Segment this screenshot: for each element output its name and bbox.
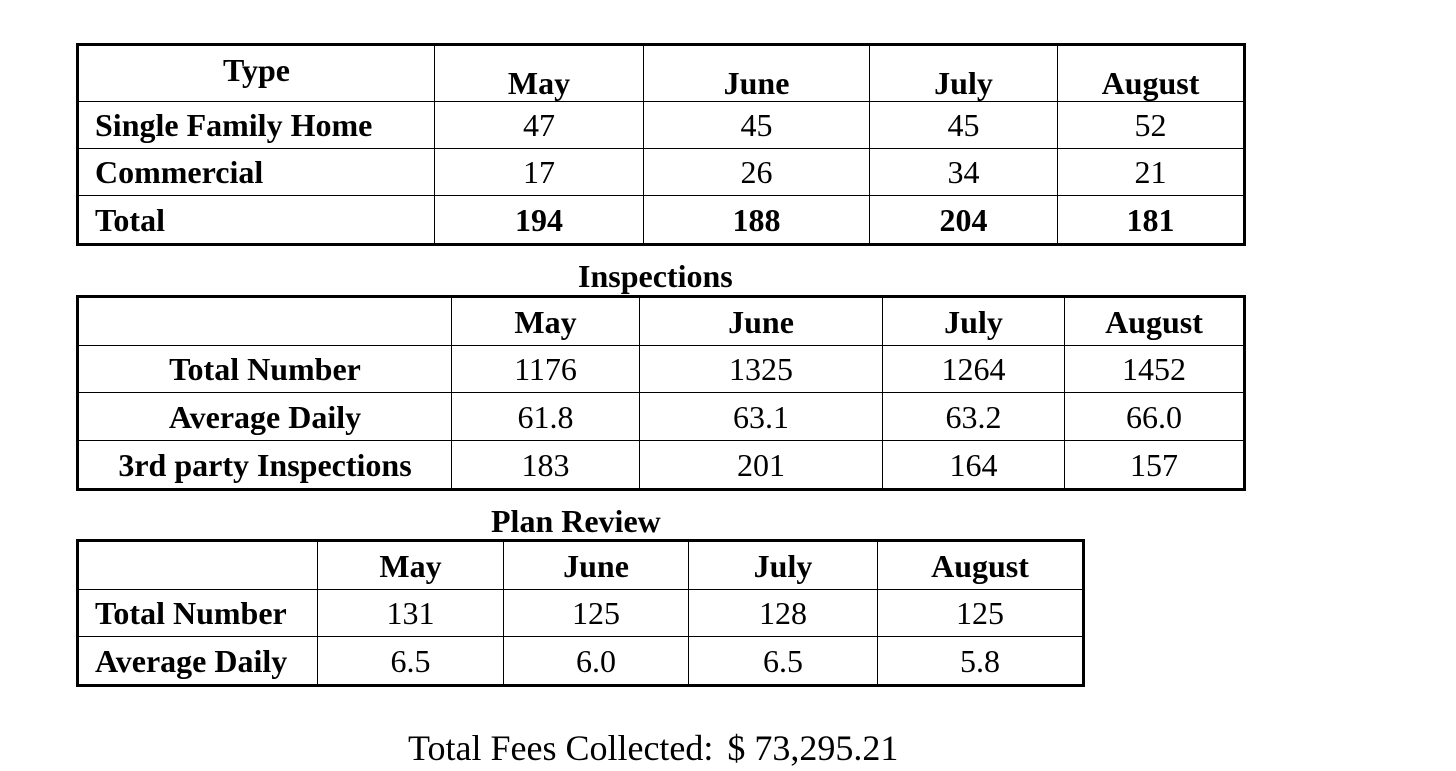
column-header-august: August — [878, 541, 1084, 590]
table-cell: 21 — [1058, 149, 1245, 196]
table-cell: 45 — [644, 102, 870, 149]
row-label: Total Number — [78, 346, 452, 393]
total-fees-line — [408, 730, 898, 766]
column-header-type: Type — [78, 45, 435, 102]
table-cell: 6.0 — [504, 637, 689, 686]
table-cell: 125 — [878, 590, 1084, 637]
table-cell: 1176 — [452, 346, 640, 393]
table-cell: 201 — [640, 441, 883, 490]
table-row — [78, 102, 1245, 149]
table-cell: 63.1 — [640, 393, 883, 441]
table-cell: 34 — [870, 149, 1058, 196]
table-cell: 1264 — [883, 346, 1065, 393]
plan-review-title: Plan Review — [491, 503, 661, 539]
column-header-july: July — [689, 541, 878, 590]
table-cell: 157 — [1065, 441, 1245, 490]
column-header-blank — [78, 541, 318, 590]
table-cell: 63.2 — [883, 393, 1065, 441]
table-row — [78, 441, 1245, 490]
column-header-may: May — [435, 45, 644, 102]
table-row — [78, 149, 1245, 196]
inspections-table — [76, 295, 1246, 491]
column-header-blank — [78, 297, 452, 346]
total-fees-label: Total Fees Collected: — [408, 728, 714, 768]
permits-table — [76, 43, 1246, 246]
table-cell: 52 — [1058, 102, 1245, 149]
column-header-may: May — [318, 541, 504, 590]
table-cell: 181 — [1058, 196, 1245, 245]
table-cell: 194 — [435, 196, 644, 245]
table-cell: 164 — [883, 441, 1065, 490]
table-row — [78, 393, 1245, 441]
table-cell: 131 — [318, 590, 504, 637]
table-cell: 5.8 — [878, 637, 1084, 686]
column-header-august: August — [1065, 297, 1245, 346]
table-cell: 66.0 — [1065, 393, 1245, 441]
table-cell: 183 — [452, 441, 640, 490]
table-cell: 1452 — [1065, 346, 1245, 393]
column-header-june: June — [640, 297, 883, 346]
table-row — [78, 346, 1245, 393]
row-label: Single Family Home — [78, 102, 435, 149]
inspections-title: Inspections — [578, 258, 733, 294]
table-cell: 1325 — [640, 346, 883, 393]
total-fees-amount: $ 73,295.21 — [727, 728, 899, 768]
table-cell: 61.8 — [452, 393, 640, 441]
table-cell: 26 — [644, 149, 870, 196]
plan-review-table — [76, 539, 1085, 687]
table-cell: 125 — [504, 590, 689, 637]
row-label: Total — [78, 196, 435, 245]
table-cell: 17 — [435, 149, 644, 196]
column-header-august: August — [1058, 45, 1245, 102]
column-header-may: May — [452, 297, 640, 346]
table-row-total — [78, 196, 1245, 245]
row-label: Average Daily — [78, 393, 452, 441]
table-cell: 47 — [435, 102, 644, 149]
row-label: Average Daily — [78, 637, 318, 686]
column-header-july: July — [870, 45, 1058, 102]
column-header-june: June — [644, 45, 870, 102]
table-cell: 188 — [644, 196, 870, 245]
table-row — [78, 590, 1084, 637]
table-cell: 45 — [870, 102, 1058, 149]
row-label: Total Number — [78, 590, 318, 637]
column-header-june: June — [504, 541, 689, 590]
table-cell: 6.5 — [689, 637, 878, 686]
table-header-row — [78, 541, 1084, 590]
table-header-row — [78, 45, 1245, 102]
table-header-row — [78, 297, 1245, 346]
table-row — [78, 637, 1084, 686]
column-header-july: July — [883, 297, 1065, 346]
table-cell: 204 — [870, 196, 1058, 245]
row-label: 3rd party Inspections — [78, 441, 452, 490]
table-cell: 6.5 — [318, 637, 504, 686]
row-label: Commercial — [78, 149, 435, 196]
table-cell: 128 — [689, 590, 878, 637]
